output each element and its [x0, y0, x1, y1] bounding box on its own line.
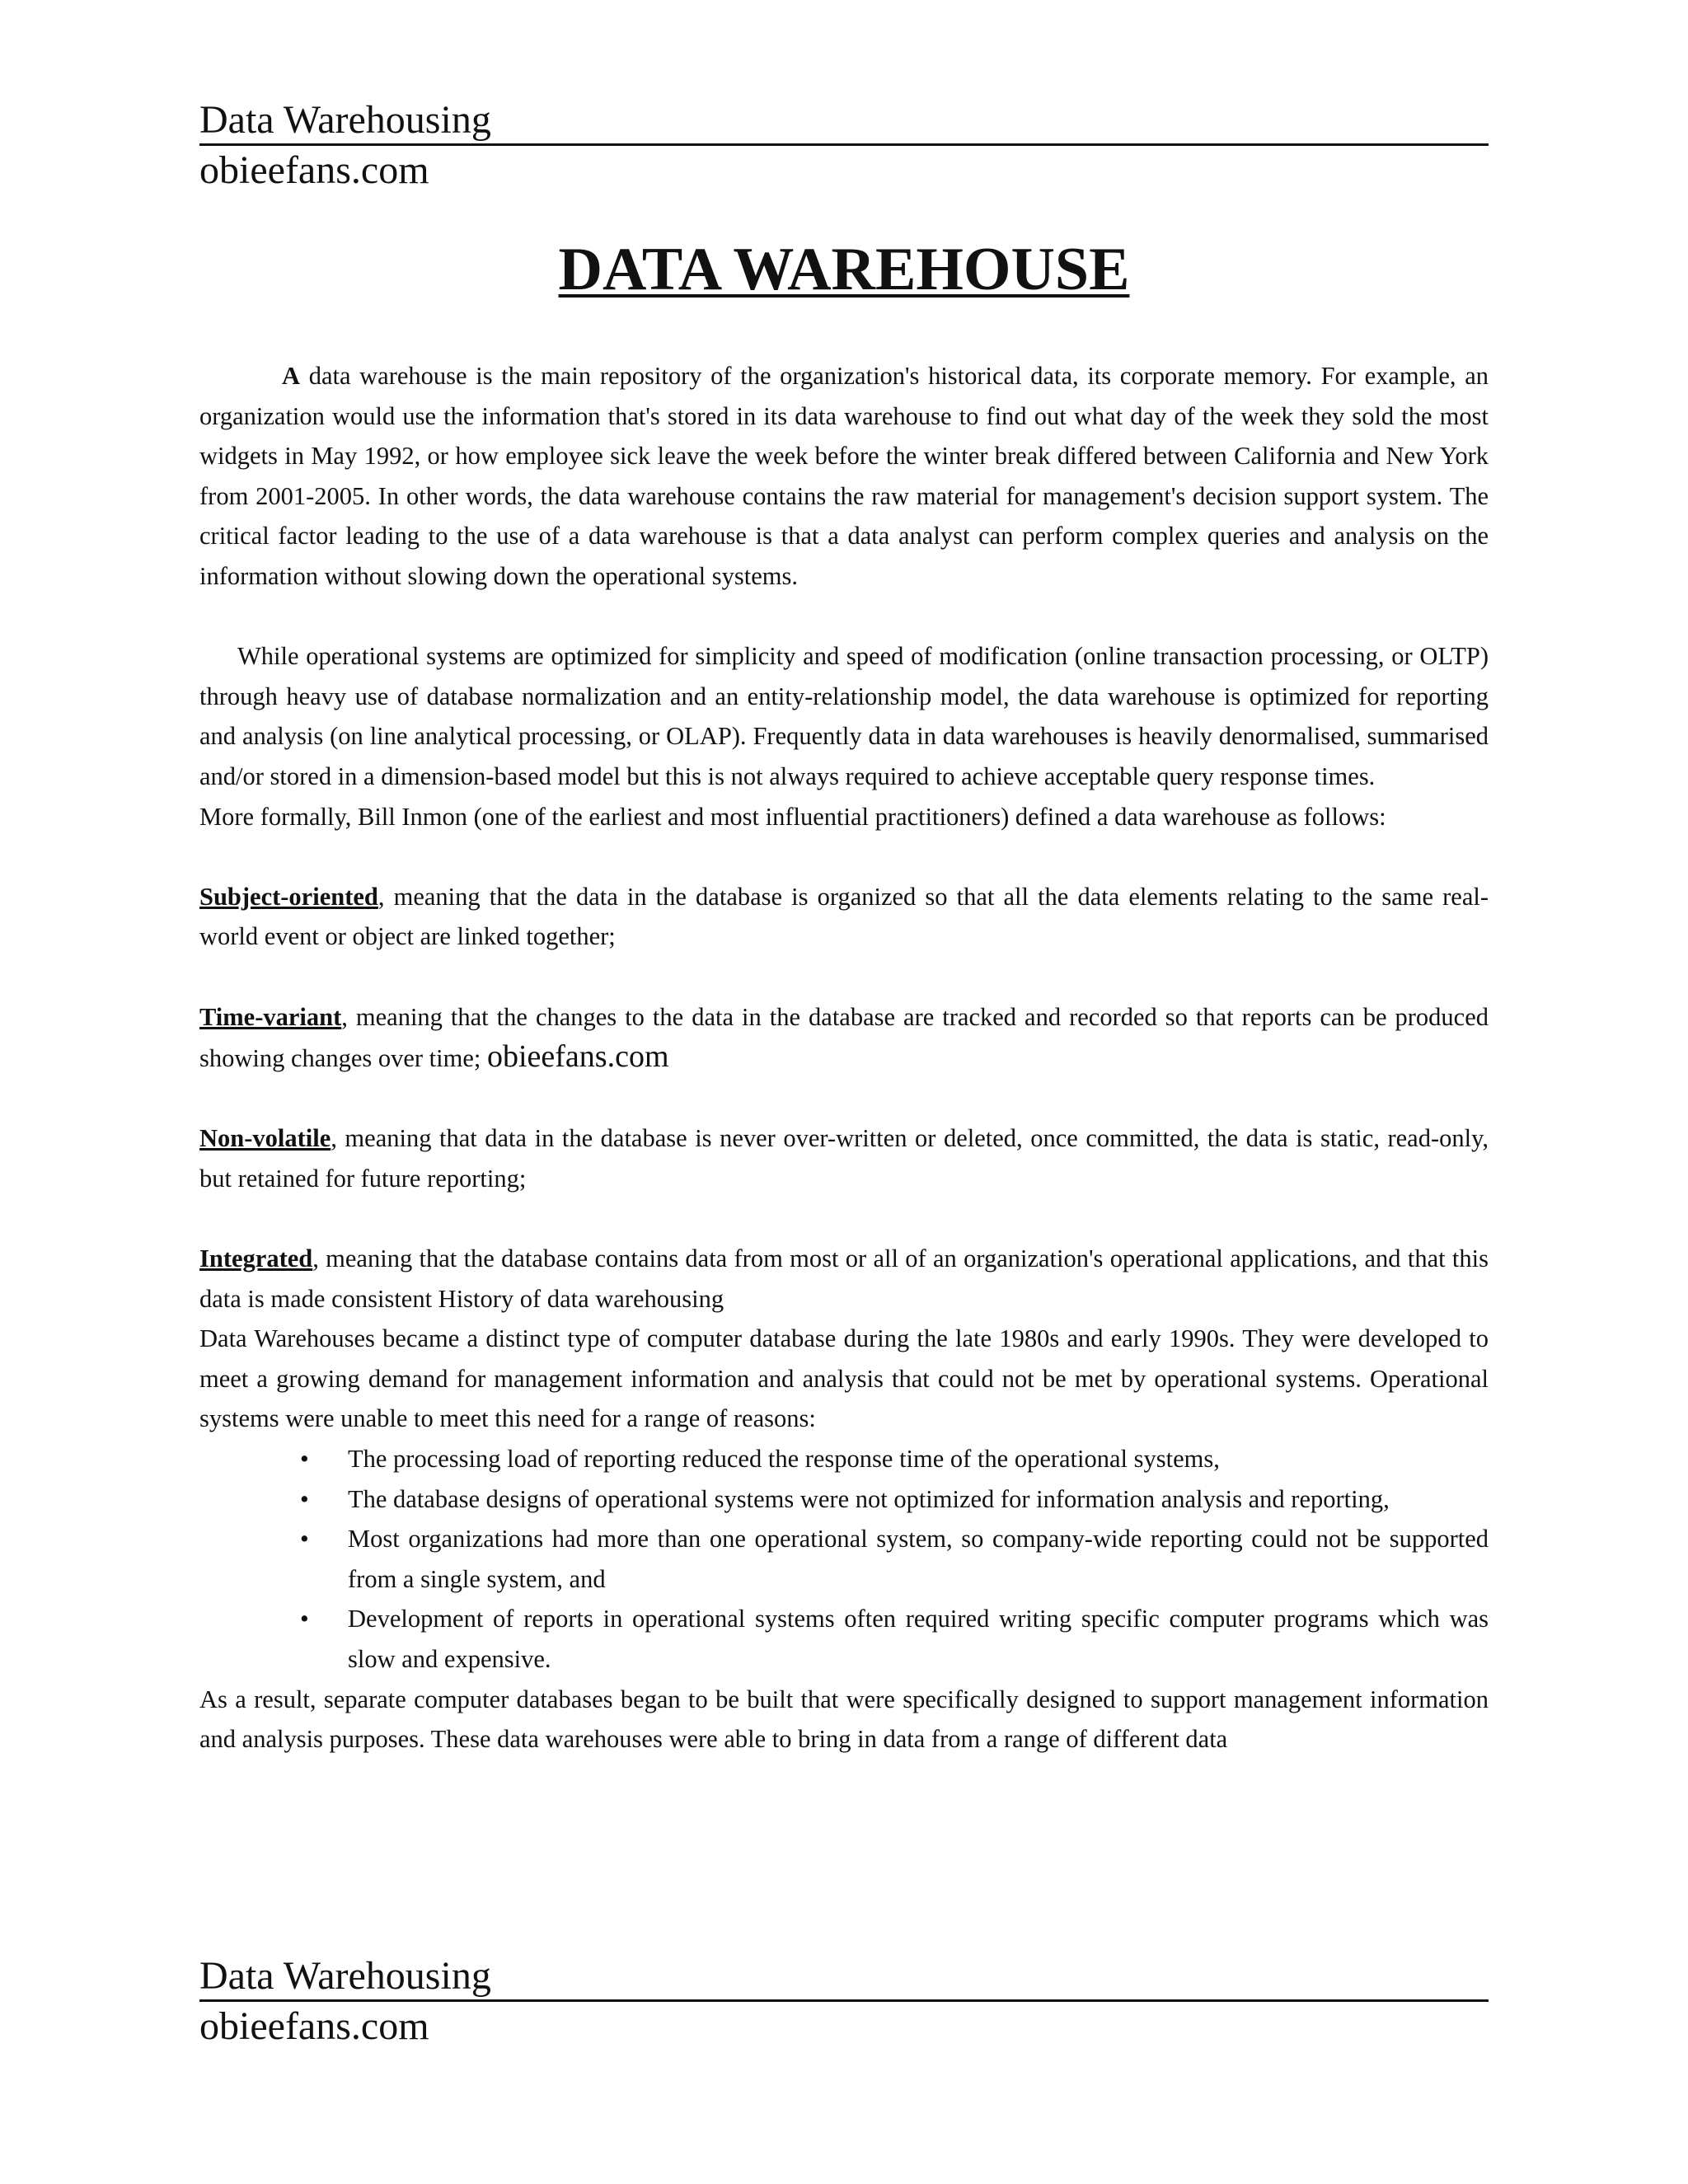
inmon-paragraph: More formally, Bill Inmon (one of the earliest and most influential practitioners) defined a data warehouse as follows:: [199, 802, 1386, 831]
list-item: • The processing load of reporting reduced the response time of the operational systems,: [348, 1439, 1489, 1479]
definition-non-volatile: [199, 1118, 1489, 1198]
header-title: Data Warehousing: [199, 97, 1489, 146]
definition-term: Time-variant: [199, 1002, 342, 1031]
header-site: obieefans.com: [199, 148, 429, 192]
history-paragraph: Data Warehouses became a distinct type of computer database during the late 1980s and early 1990s. They were developed to meet a growing demand for management information and analysis that could not be met by operational systems. Operational systems were unable to meet this need for a range of reasons:: [199, 1324, 1489, 1433]
definition-integrated: [199, 1239, 1489, 1319]
list-item: • The database designs of operational systems were not optimized for information analysis and reporting,: [348, 1479, 1489, 1520]
spacer: [199, 837, 1489, 877]
page-footer: [199, 1953, 1489, 2051]
intro-paragraph: [199, 356, 1489, 597]
closing-paragraph: As a result, separate computer databases began to be built that were specifically designed to support management information and analysis purposes. These data warehouses were able to bring in data from a range of different data: [199, 1685, 1489, 1754]
reasons-list: [199, 1439, 1489, 1680]
footer-title: Data Warehousing: [199, 1953, 1489, 2002]
definition-term: Subject-oriented: [199, 882, 378, 911]
definition-text: , meaning that data in the database is never over-written or deleted, once committed, the data is static, read-only, but retained for future reporting;: [199, 1124, 1489, 1193]
oltp-olap-paragraph: While operational systems are optimized for simplicity and speed of modification (online transaction processing, or OLTP) through heavy use of database normalization and an entity-relationship model, the data warehouse is optimized for reporting and analysis (on line analytical processing, or OLAP). Frequently data in data warehouses is heavily denormalised, summarised and/or stored in a dimension-based model but this is not always required to achieve acceptable query response times.: [199, 642, 1489, 790]
list-item: • Development of reports in operational systems often required writing specific computer programs which was slow and expensive.: [348, 1599, 1489, 1679]
definition-subject-oriented: [199, 877, 1489, 957]
footer-site: obieefans.com: [199, 2004, 429, 2048]
document-title: DATA WAREHOUSE: [558, 236, 1130, 303]
inline-watermark-text: obieefans.com: [486, 1039, 669, 1075]
definition-text: , meaning that the database contains data from most or all of an organization's operational applications, and that this data is made consistent History of data warehousing: [199, 1244, 1489, 1313]
list-item: • Most organizations had more than one operational system, so company-wide reporting could not be supported from a single system, and: [348, 1519, 1489, 1599]
intro-text: data warehouse is the main repository of the organization's historical data, its corporate memory. For example, an organization would use the information that's stored in its data warehouse to find out what day of the week they sold the most widgets in May 1992, or how employee sick leave the week before the winter break differed between California and New York from 2001-2005. In other words, the data warehouse contains the raw material for management's decision support system. The critical factor leading to the use of a data warehouse is that a data analyst can perform complex queries and analysis on the information without slowing down the operational systems.: [199, 362, 1489, 590]
page-header: [199, 97, 1489, 195]
spacer: [199, 1079, 1489, 1119]
spacer: [199, 957, 1489, 997]
definition-time-variant: [199, 997, 1489, 1079]
definition-term: Non-volatile: [199, 1124, 331, 1153]
definition-term: Integrated: [199, 1244, 313, 1273]
definition-text: , meaning that the changes to the data in the database are tracked and recorded so that reports can be produced showing changes over time;: [199, 1002, 1489, 1073]
spacer: [199, 1198, 1489, 1239]
spacer: [199, 597, 1489, 637]
definition-text: , meaning that the data in the database is organized so that all the data elements relating to the same real-world event or object are linked together;: [199, 882, 1489, 951]
document-body: [199, 232, 1489, 1760]
intro-lead-letter: A: [282, 362, 301, 390]
